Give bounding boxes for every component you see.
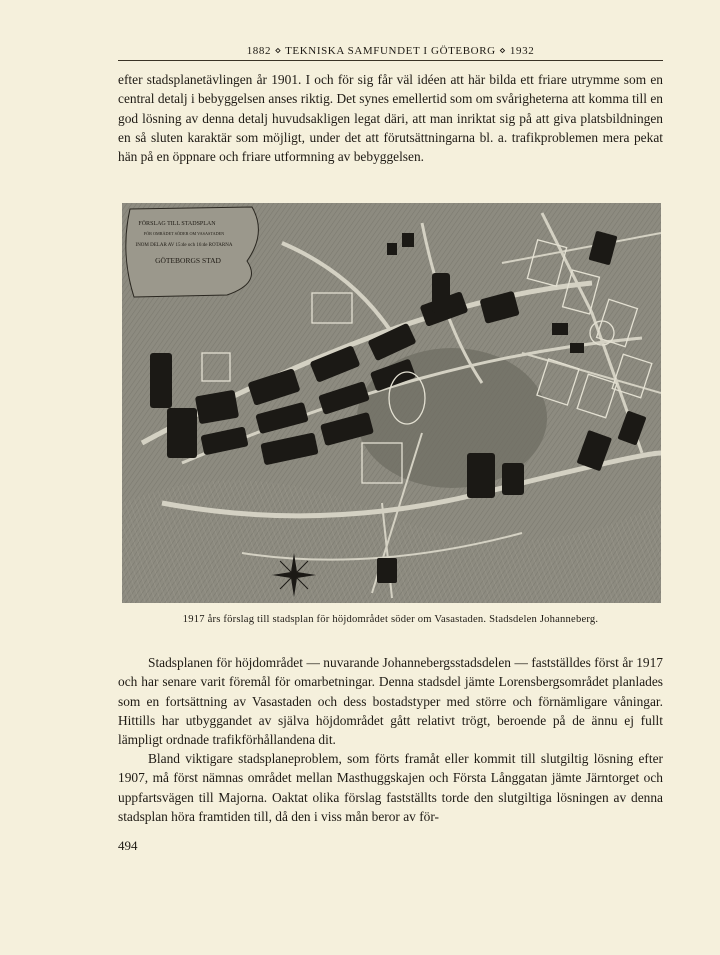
running-header: 1882 ⋄ TEKNISKA SAMFUNDET I GÖTEBORG ⋄ 1932	[246, 45, 535, 57]
cartouche-line-4: GÖTEBORGS STAD	[155, 256, 221, 265]
city-plan-map	[122, 203, 661, 603]
paragraph-johanneberg: Stadsplanen för höjdområdet — nuvarande Johannebergsstadsdelen — fastställdes först år 1917 och har senare varit föremål för omarbetningar. Denna stadsdel jämte Lorensbergsområdet planlades som en fortsättning av Vasastaden och dess bostadstyper med större och förnämligare våningar. Hittills har utbyggandet av själva höjdområdet gått relativt trögt, beroende på de ännu ej fullt lämpligt ordnade trafikförhållandena dit.	[118, 655, 663, 748]
map-cartouche	[126, 207, 259, 297]
figure-caption: 1917 års förslag till stadsplan för höjdområdet söder om Vasastaden. Stadsdelen Johanneberg.	[182, 614, 599, 625]
paragraph-intro: efter stadsplanetävlingen år 1901. I och för sig får väl idéen att här bilda ett friare utrymme som en central detalj i bebyggelsen anses riktig. Det synes emellertid som om svårigheterna att komma till en god lösning av denna detalj huvudsakligen legat däri, att man inriktat sig på att giva platsbildningen en så sluten karaktär som möjligt, under det att förutsättningarna bl. a. trafikproblemen mera pekat hän på en öppnare och friare utformning av bebyggelsen.	[118, 72, 663, 165]
page-number: 494	[118, 838, 138, 853]
cartouche-line-1: FÖRSLAG TILL STADSPLAN	[138, 221, 216, 227]
header-rule	[118, 60, 663, 61]
paragraph-masthugget: Bland viktigare stadsplaneproblem, som förts framåt eller kommit till slutgiltig lösning efter 1907, må först nämnas området mellan Masthuggskajen och Första Långgatan jämte Järntorget och uppfartsvägen till Majorna. Oaktat olika förslag fastställts torde den slutgiltiga lösningen av denna stadsplan höra framtiden till, då den i viss mån beror av för-	[118, 751, 663, 824]
city-plan-figure	[122, 203, 661, 603]
cartouche-line-3: INOM DELAR AV 15:de och 16:de ROTARNA	[135, 243, 233, 248]
cartouche-line-2: FÖR OMRÅDET SÖDER OM VASASTADEN	[143, 231, 225, 236]
